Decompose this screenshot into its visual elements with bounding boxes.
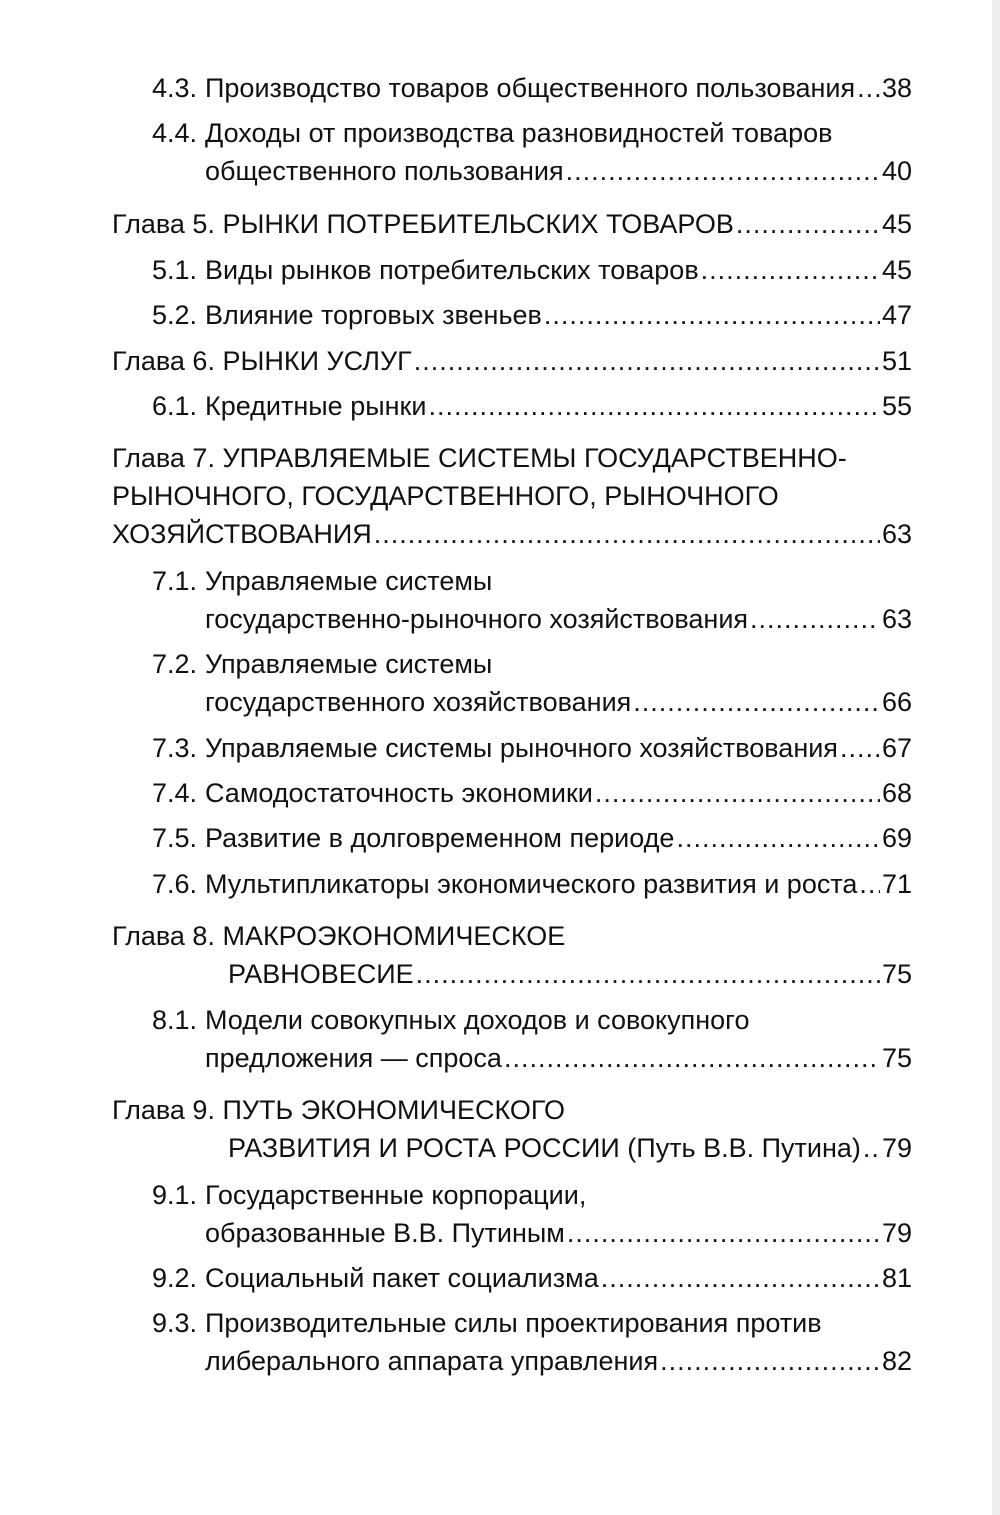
chapter-title: Глава 8. МАКРОЭКОНОМИЧЕСКОЕ [112, 921, 566, 951]
toc-line [205, 1346, 912, 1376]
section-number: 4.3. [152, 73, 198, 103]
entry-title-continued: государственного хозяйствования [205, 687, 632, 717]
page-number: 82 [881, 1346, 912, 1376]
entry-title: Мультипликаторы экономического развития и роста [205, 869, 858, 899]
chapter-title-continued: РЫНОЧНОГО, ГОСУДАРСТВЕННОГО, РЫНОЧНОГО [112, 481, 779, 511]
dot-leader [416, 959, 880, 989]
page-number: 81 [881, 1263, 912, 1293]
entry-title: Кредитные рынки [205, 391, 427, 421]
section-number: 9.2. [152, 1263, 198, 1293]
toc-line [205, 1218, 912, 1248]
entry-title: Производство товаров общественного пользования [205, 73, 856, 103]
page-number: 75 [881, 1043, 912, 1073]
entry-title-continued: общественного пользования [205, 156, 564, 186]
dot-leader [567, 1218, 880, 1248]
toc-line [205, 733, 912, 763]
entry-title: Развитие в долговременном периоде [205, 823, 675, 853]
page-number: 63 [881, 519, 912, 549]
toc-line [205, 869, 912, 899]
entry-title: Управляемые системы [205, 649, 493, 679]
dot-leader [595, 778, 880, 808]
toc-line [205, 778, 912, 808]
section-number: 9.3. [152, 1308, 198, 1338]
dot-leader [857, 73, 880, 103]
toc-line [205, 156, 912, 186]
page-number: 71 [881, 869, 912, 899]
dot-leader [863, 1133, 880, 1163]
chapter-title: Глава 6. РЫНКИ УСЛУГ [112, 346, 412, 376]
dot-leader [566, 156, 880, 186]
page-edge-shadow [992, 0, 1000, 1515]
entry-title: Модели совокупных доходов и совокупного [205, 1005, 750, 1035]
dot-leader [701, 255, 880, 285]
entry-title: Самодостаточность экономики [205, 778, 593, 808]
dot-leader [414, 346, 880, 376]
chapter-title: Глава 7. УПРАВЛЯЕМЫЕ СИСТЕМЫ ГОСУДАРСТВЕННО- [112, 443, 847, 473]
section-number: 5.2. [152, 300, 198, 330]
section-number: 7.5. [152, 823, 198, 853]
dot-leader [633, 687, 880, 717]
section-number: 9.1. [152, 1180, 198, 1210]
dot-leader [750, 604, 880, 634]
entry-title: Государственные корпорации, [205, 1180, 587, 1210]
entry-title-continued: образованные В.В. Путиным [205, 1218, 565, 1248]
entry-title: Доходы от производства разновидностей товаров [205, 118, 833, 148]
toc-line [205, 300, 912, 330]
section-number: 8.1. [152, 1005, 198, 1035]
page-number: 51 [881, 346, 912, 376]
entry-title-continued: государственно-рыночного хозяйствования [205, 604, 749, 634]
toc-line [228, 1133, 912, 1163]
toc-line [205, 255, 912, 285]
toc-line [205, 604, 912, 634]
page-number: 45 [881, 209, 912, 239]
entry-title: Управляемые системы рыночного хозяйствования [205, 733, 838, 763]
chapter-title-continued: РАЗВИТИЯ И РОСТА РОССИИ (Путь В.В. Путина) [228, 1133, 861, 1163]
dot-leader [544, 300, 880, 330]
dot-leader [504, 1043, 880, 1073]
toc-line [205, 687, 912, 717]
toc-line [112, 209, 912, 239]
toc-line [112, 519, 912, 549]
entry-title-continued: предложения — спроса [205, 1043, 502, 1073]
page-number: 67 [881, 733, 912, 763]
entry-title: Производительные силы проектирования против [205, 1308, 822, 1338]
dot-leader [736, 209, 880, 239]
page-number: 38 [881, 73, 912, 103]
page-number: 63 [881, 604, 912, 634]
toc-line [205, 1263, 912, 1293]
toc-line [228, 959, 912, 989]
dot-leader [660, 1346, 880, 1376]
toc-line [112, 346, 912, 376]
page-number: 55 [881, 391, 912, 421]
section-number: 4.4. [152, 118, 198, 148]
chapter-title: Глава 9. ПУТЬ ЭКОНОМИЧЕСКОГО [112, 1095, 565, 1125]
dot-leader [859, 869, 880, 899]
dot-leader [601, 1263, 880, 1293]
dot-leader [840, 733, 880, 763]
section-number: 7.6. [152, 869, 198, 899]
section-number: 7.3. [152, 733, 198, 763]
page-number: 75 [881, 959, 912, 989]
dot-leader [428, 391, 880, 421]
toc-line [205, 823, 912, 853]
page-number: 40 [881, 156, 912, 186]
dot-leader [676, 823, 880, 853]
entry-title-continued: либерального аппарата управления [205, 1346, 659, 1376]
section-number: 6.1. [152, 391, 198, 421]
page-number: 68 [881, 778, 912, 808]
page-number: 45 [881, 255, 912, 285]
chapter-title-continued: ХОЗЯЙСТВОВАНИЯ [112, 519, 372, 549]
toc-line [205, 1043, 912, 1073]
toc-line [205, 73, 912, 103]
page-number: 79 [881, 1218, 912, 1248]
section-number: 7.1. [152, 566, 198, 596]
dot-leader [374, 519, 880, 549]
entry-title: Социальный пакет социализма [205, 1263, 599, 1293]
chapter-title: Глава 5. РЫНКИ ПОТРЕБИТЕЛЬСКИХ ТОВАРОВ [112, 209, 734, 239]
chapter-title-continued: РАВНОВЕСИЕ [228, 959, 414, 989]
section-number: 5.1. [152, 255, 198, 285]
entry-title: Виды рынков потребительских товаров [205, 255, 699, 285]
page-number: 66 [881, 687, 912, 717]
entry-title: Управляемые системы [205, 566, 493, 596]
page-number: 47 [881, 300, 912, 330]
entry-title: Влияние торговых звеньев [205, 300, 542, 330]
page-number: 79 [881, 1133, 912, 1163]
section-number: 7.2. [152, 649, 198, 679]
section-number: 7.4. [152, 778, 198, 808]
page-number: 69 [881, 823, 912, 853]
toc-line [205, 391, 912, 421]
